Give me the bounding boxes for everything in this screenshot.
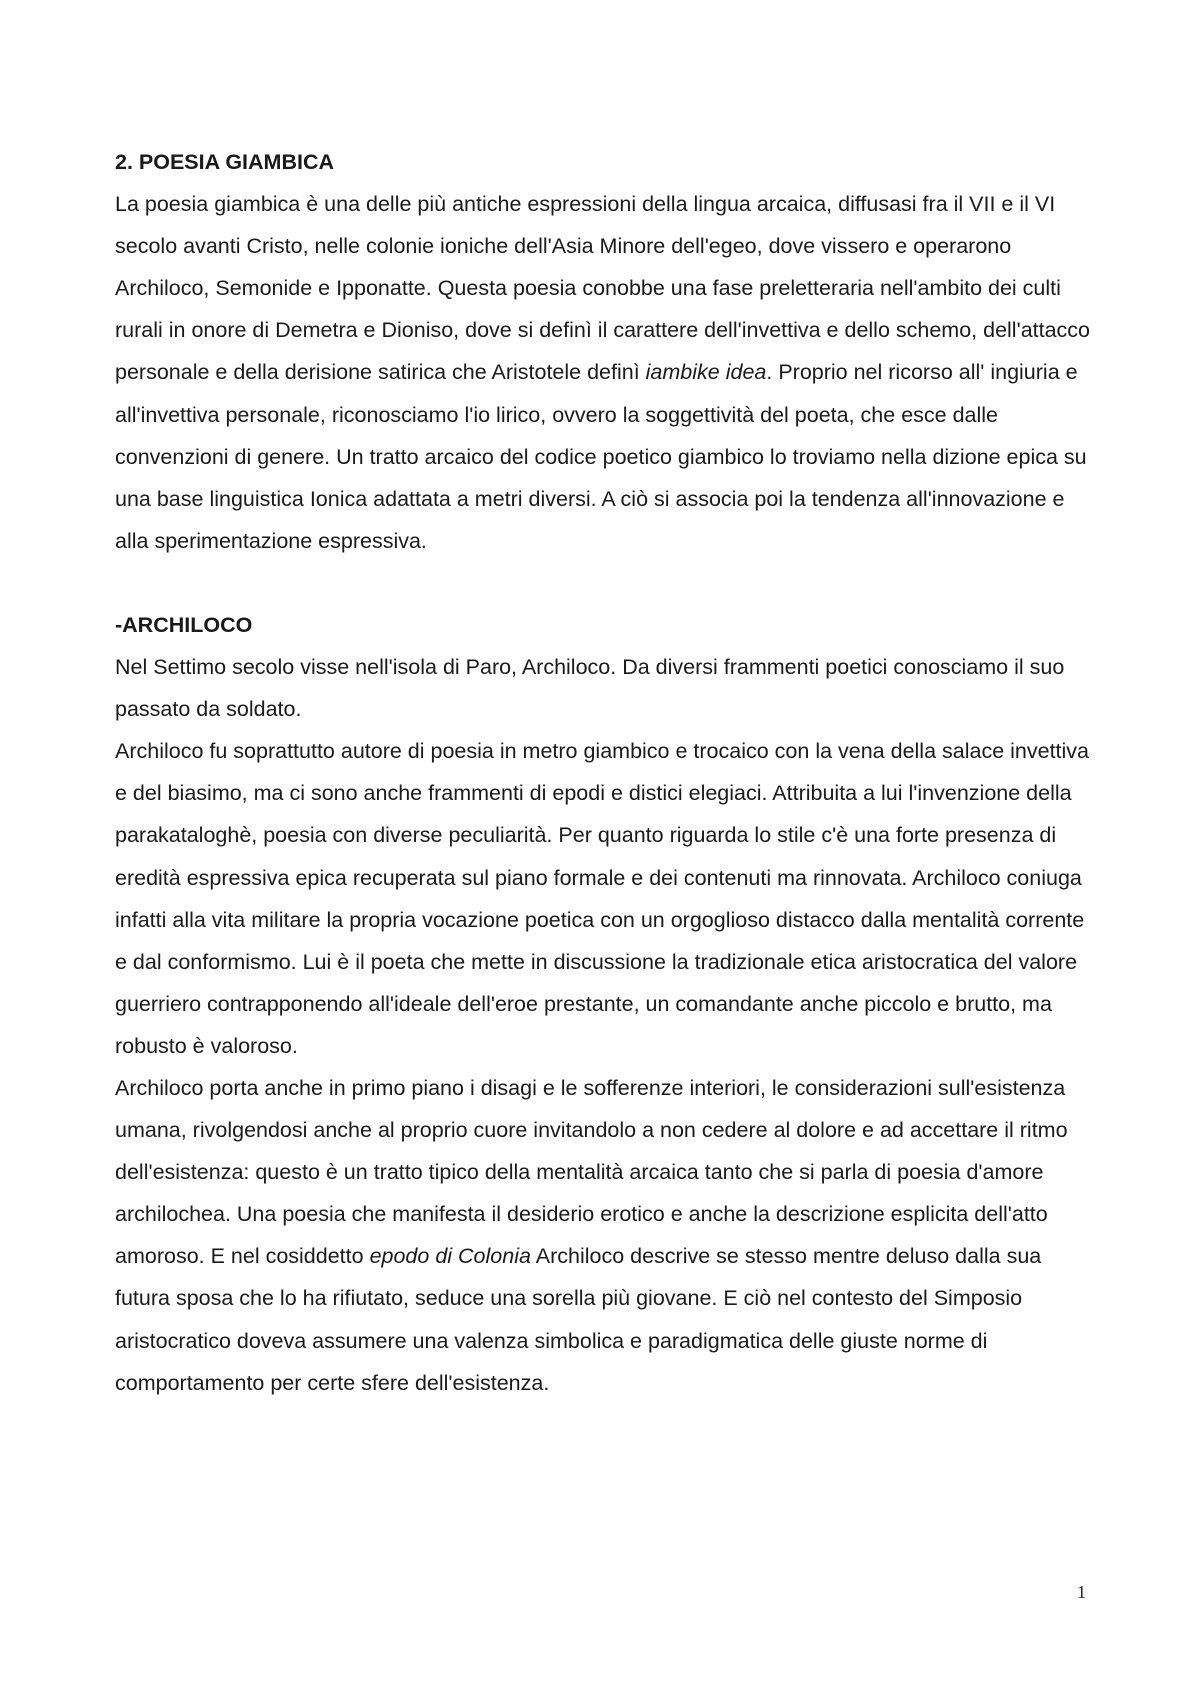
italic-term: epodo di Colonia: [369, 1244, 531, 1269]
paragraph-text: . Proprio nel ricorso all' ingiuria e all'invettiva personale, riconosciamo l'io lirico, ovvero la soggettività del poeta, che esce dalle convenzioni di genere. Un tratto arcaico del codice poetico giambico lo troviamo nella dizione epica su una base linguistica Ionica adattata a metri diversi. A ciò si associa poi la tendenza all'innovazione e alla sperimentazione espressiva.: [115, 360, 1087, 553]
section-heading-poesia-giambica: 2. POESIA GIAMBICA: [115, 150, 335, 174]
paragraph-archiloco-intro: Nel Settimo secolo visse nell'isola di Paro, Archiloco. Da diversi frammenti poetici conosciamo il suo passato da soldato.: [115, 655, 1065, 722]
paragraph-archiloco-style: Archiloco fu soprattutto autore di poesia in metro giambico e trocaico con la vena della salace invettiva e del biasimo, ma ci sono anche frammenti di epodi e distici elegiaci. Attribuita a lui l'invenzione della parakataloghè, poesia con diverse peculiarità. Per quanto riguarda lo stile c'è una forte presenza di eredità espressiva epica recuperata sul piano formale e dei contenuti ma rinnovata. Archiloco coniuga infatti alla vita militare la propria vocazione poetica con un orgoglioso distacco dalla mentalità corrente e dal conformismo. Lui è il poeta che mette in discussione la tradizionale etica aristocratica del valore guerriero contrapponendo all'ideale dell'eroe prestante, un comandante anche piccolo e brutto, ma robusto è valoroso.: [115, 739, 1090, 1058]
italic-term: iambike idea: [645, 360, 767, 385]
document-body: [115, 141, 1095, 1404]
paragraph-text: Archiloco descrive se stesso mentre deluso dalla sua futura sposa che lo ha rifiutato, seduce una sorella più giovane. E ciò nel contesto del Simposio aristocratico doveva assumere una valenza simbolica e paradigmatica delle giuste norme di comportamento per certe sfere dell'esistenza.: [115, 1244, 1042, 1395]
paragraph-gap: [115, 562, 1095, 604]
paragraph-archiloco-love: [115, 1067, 1095, 1404]
paragraph-text: La poesia giambica è una delle più antiche espressioni della lingua arcaica, diffusasi fra il VII e il VI secolo avanti Cristo, nelle colonie ioniche dell'Asia Minore dell'egeo, dove vissero e operarono Archiloco, Semonide e Ipponatte. Questa poesia conobbe una fase preletteraria nell'ambito dei culti rurali in onore di Demetra e Dioniso, dove si definì il carattere dell'invettiva e dello schemo, dell'attacco personale e della derisione satirica che Aristotele definì: [115, 192, 1091, 385]
section-heading-archiloco: -ARCHILOCO: [115, 612, 253, 637]
page-number: 1: [1077, 1582, 1086, 1602]
paragraph-text: Archiloco porta anche in primo piano i disagi e le sofferenze interiori, le considerazioni sull'esistenza umana, rivolgendosi anche al proprio cuore invitandolo a non cedere al dolore e ad accettare il ritmo dell'esistenza: questo è un tratto tipico della mentalità arcaica tanto che si parla di poesia d'amore archilochea. Una poesia che manifesta il desiderio erotico e anche la descrizione esplicita dell'atto amoroso. E nel cosiddetto: [115, 1075, 1068, 1269]
paragraph-poesia-giambica: [115, 183, 1095, 562]
